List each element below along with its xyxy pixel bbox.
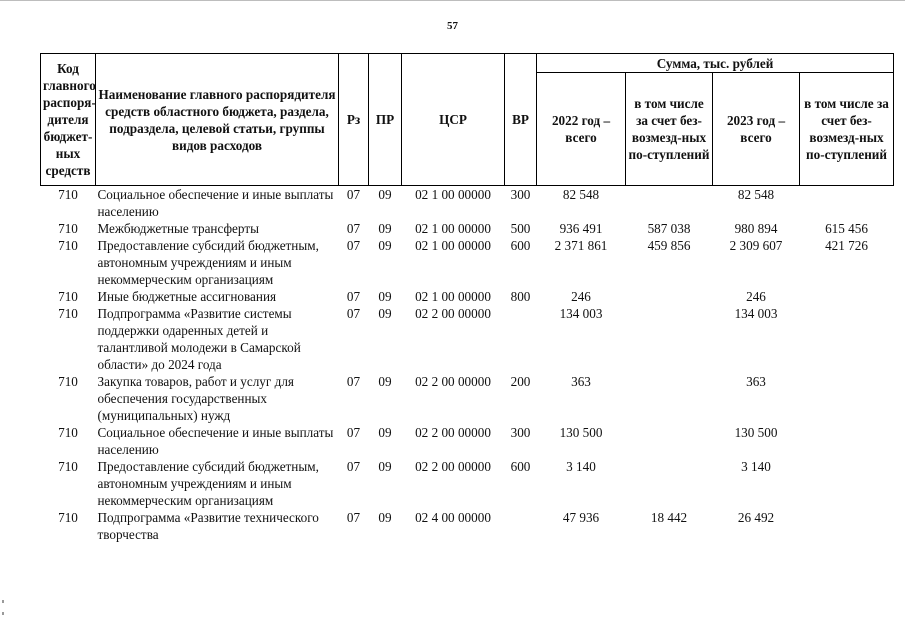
cell-2023-free bbox=[800, 186, 894, 221]
table-header bbox=[41, 54, 894, 186]
cell-2023-free bbox=[800, 305, 894, 373]
cell-pr: 09 bbox=[378, 425, 392, 440]
cell-name: Социальное обеспечение и иные выплаты населению bbox=[97, 187, 334, 219]
table-row bbox=[41, 220, 894, 237]
cell-code: 710 bbox=[58, 510, 78, 525]
cell-2023-total: 246 bbox=[746, 289, 766, 304]
cell-csr: 02 1 00 00000 bbox=[415, 187, 491, 202]
table-row bbox=[41, 458, 894, 509]
cell-code: 710 bbox=[58, 425, 78, 440]
header-pr: ПР bbox=[369, 54, 402, 186]
cell-2022-total: 130 500 bbox=[559, 425, 603, 440]
cell-2022-total: 936 491 bbox=[559, 221, 603, 236]
cell-2023-total: 3 140 bbox=[741, 459, 771, 474]
cell-2022-free bbox=[626, 186, 713, 221]
cell-2023-total: 26 492 bbox=[737, 510, 775, 525]
table-row bbox=[41, 288, 894, 305]
cell-pr: 09 bbox=[378, 510, 392, 525]
cell-2022-free bbox=[626, 373, 713, 424]
cell-name: Межбюджетные трансферты bbox=[97, 221, 259, 236]
cell-rz: 07 bbox=[346, 374, 361, 389]
cell-csr: 02 2 00 00000 bbox=[415, 374, 491, 389]
cell-rz: 07 bbox=[346, 459, 361, 474]
cell-pr: 09 bbox=[378, 221, 392, 236]
cell-2023-total: 363 bbox=[746, 374, 766, 389]
cell-2022-total: 2 371 861 bbox=[554, 238, 608, 253]
header-rz: Рз bbox=[339, 54, 369, 186]
cell-vr: 600 bbox=[510, 459, 531, 474]
cell-rz: 07 bbox=[346, 306, 361, 321]
cell-name: Предоставление субсидий бюджетным, автономным учреждениям и иным некоммерческим организациям bbox=[97, 238, 319, 287]
cell-vr: 300 bbox=[510, 187, 531, 202]
cell-2023-total: 130 500 bbox=[734, 425, 778, 440]
cell-2023-free: 421 726 bbox=[825, 238, 868, 253]
cell-rz: 07 bbox=[346, 289, 361, 304]
cell-rz: 07 bbox=[346, 187, 361, 202]
cell-2022-free: 459 856 bbox=[647, 238, 691, 253]
cell-2023-free bbox=[800, 424, 894, 458]
cell-2023-free bbox=[800, 373, 894, 424]
cell-2023-total: 134 003 bbox=[734, 306, 778, 321]
cell-2022-free bbox=[626, 288, 713, 305]
cell-csr: 02 1 00 00000 bbox=[415, 238, 491, 253]
page-number: 57 bbox=[447, 20, 458, 32]
cell-code: 710 bbox=[58, 221, 78, 236]
cell-2023-free bbox=[800, 288, 894, 305]
header-2023-total: 2023 год – всего bbox=[713, 73, 800, 186]
cell-rz: 07 bbox=[346, 425, 361, 440]
table-body bbox=[41, 186, 894, 544]
cell-csr: 02 2 00 00000 bbox=[415, 425, 491, 440]
cell-code: 710 bbox=[58, 306, 78, 321]
cell-name: Подпрограмма «Развитие системы поддержки одаренных детей и талантливой молодежи в Самарской области» до 2024 года bbox=[97, 306, 301, 372]
header-vr: ВР bbox=[505, 54, 537, 186]
table-row bbox=[41, 305, 894, 373]
budget-table bbox=[40, 53, 894, 543]
cell-2022-total: 3 140 bbox=[566, 459, 596, 474]
cell-2023-free bbox=[800, 509, 894, 543]
cell-2022-total: 82 548 bbox=[562, 187, 600, 202]
cell-2023-total: 82 548 bbox=[737, 187, 775, 202]
cell-rz: 07 bbox=[346, 221, 361, 236]
cell-rz: 07 bbox=[346, 510, 361, 525]
cell-pr: 09 bbox=[378, 374, 392, 389]
cell-pr: 09 bbox=[378, 289, 392, 304]
cell-code: 710 bbox=[58, 374, 78, 389]
header-sum-group: Сумма, тыс. рублей bbox=[537, 54, 894, 73]
cell-csr: 02 2 00 00000 bbox=[415, 306, 491, 321]
cell-name: Иные бюджетные ассигнования bbox=[97, 289, 277, 304]
cell-code: 710 bbox=[58, 238, 78, 253]
cell-vr bbox=[505, 305, 537, 373]
cell-2022-free: 18 442 bbox=[650, 510, 688, 525]
table-row bbox=[41, 424, 894, 458]
cell-2023-free bbox=[800, 458, 894, 509]
header-name: Наименование главного распорядителя средств областного бюджета, раздела, подраздела, целевой статьи, группы видов расходов bbox=[96, 54, 339, 186]
cell-name: Закупка товаров, работ и услуг для обеспечения государственных (муниципальных) нужд bbox=[97, 374, 294, 423]
table-row bbox=[41, 186, 894, 221]
cell-vr bbox=[505, 509, 537, 543]
cell-csr: 02 4 00 00000 bbox=[415, 510, 491, 525]
header-code: Код главного распоря-дителя бюджет-ных средств bbox=[41, 54, 96, 186]
cell-csr: 02 1 00 00000 bbox=[415, 289, 491, 304]
cell-2022-free bbox=[626, 424, 713, 458]
cell-2022-total: 134 003 bbox=[559, 306, 603, 321]
cell-code: 710 bbox=[58, 459, 78, 474]
cell-2022-total: 363 bbox=[571, 374, 591, 389]
cell-vr: 800 bbox=[510, 289, 531, 304]
cell-2022-total: 47 936 bbox=[562, 510, 600, 525]
cell-vr: 300 bbox=[510, 425, 531, 440]
cell-vr: 500 bbox=[510, 221, 531, 236]
table-row bbox=[41, 373, 894, 424]
cell-2023-total: 980 894 bbox=[734, 221, 778, 236]
cell-csr: 02 1 00 00000 bbox=[415, 221, 491, 236]
cell-vr: 600 bbox=[510, 238, 531, 253]
cell-name: Социальное обеспечение и иные выплаты населению bbox=[97, 425, 334, 457]
cell-vr: 200 bbox=[510, 374, 531, 389]
cell-pr: 09 bbox=[378, 306, 392, 321]
table-row bbox=[41, 509, 894, 543]
header-2022-total: 2022 год – всего bbox=[537, 73, 626, 186]
header-csr: ЦСР bbox=[402, 54, 505, 186]
cell-name: Подпрограмма «Развитие технического творчества bbox=[97, 510, 319, 542]
header-2022-free: в том числе за счет без-возмезд-ных по-ступлений bbox=[626, 73, 713, 186]
scan-edge-mark bbox=[2, 612, 4, 615]
scan-top-edge bbox=[0, 0, 905, 5]
cell-2022-free: 587 038 bbox=[647, 221, 691, 236]
table-row bbox=[41, 237, 894, 288]
cell-2022-total: 246 bbox=[571, 289, 591, 304]
cell-pr: 09 bbox=[378, 238, 392, 253]
cell-2023-total: 2 309 607 bbox=[729, 238, 783, 253]
scan-edge-mark bbox=[2, 600, 4, 603]
cell-pr: 09 bbox=[378, 187, 392, 202]
cell-2023-free: 615 456 bbox=[825, 221, 868, 236]
cell-code: 710 bbox=[58, 187, 78, 202]
cell-name: Предоставление субсидий бюджетным, автономным учреждениям и иным некоммерческим организациям bbox=[97, 459, 319, 508]
cell-code: 710 bbox=[58, 289, 78, 304]
cell-2022-free bbox=[626, 458, 713, 509]
cell-2022-free bbox=[626, 305, 713, 373]
cell-csr: 02 2 00 00000 bbox=[415, 459, 491, 474]
header-2023-free: в том числе за счет без-возмезд-ных по-ступлений bbox=[800, 73, 894, 186]
cell-pr: 09 bbox=[378, 459, 392, 474]
cell-rz: 07 bbox=[346, 238, 361, 253]
